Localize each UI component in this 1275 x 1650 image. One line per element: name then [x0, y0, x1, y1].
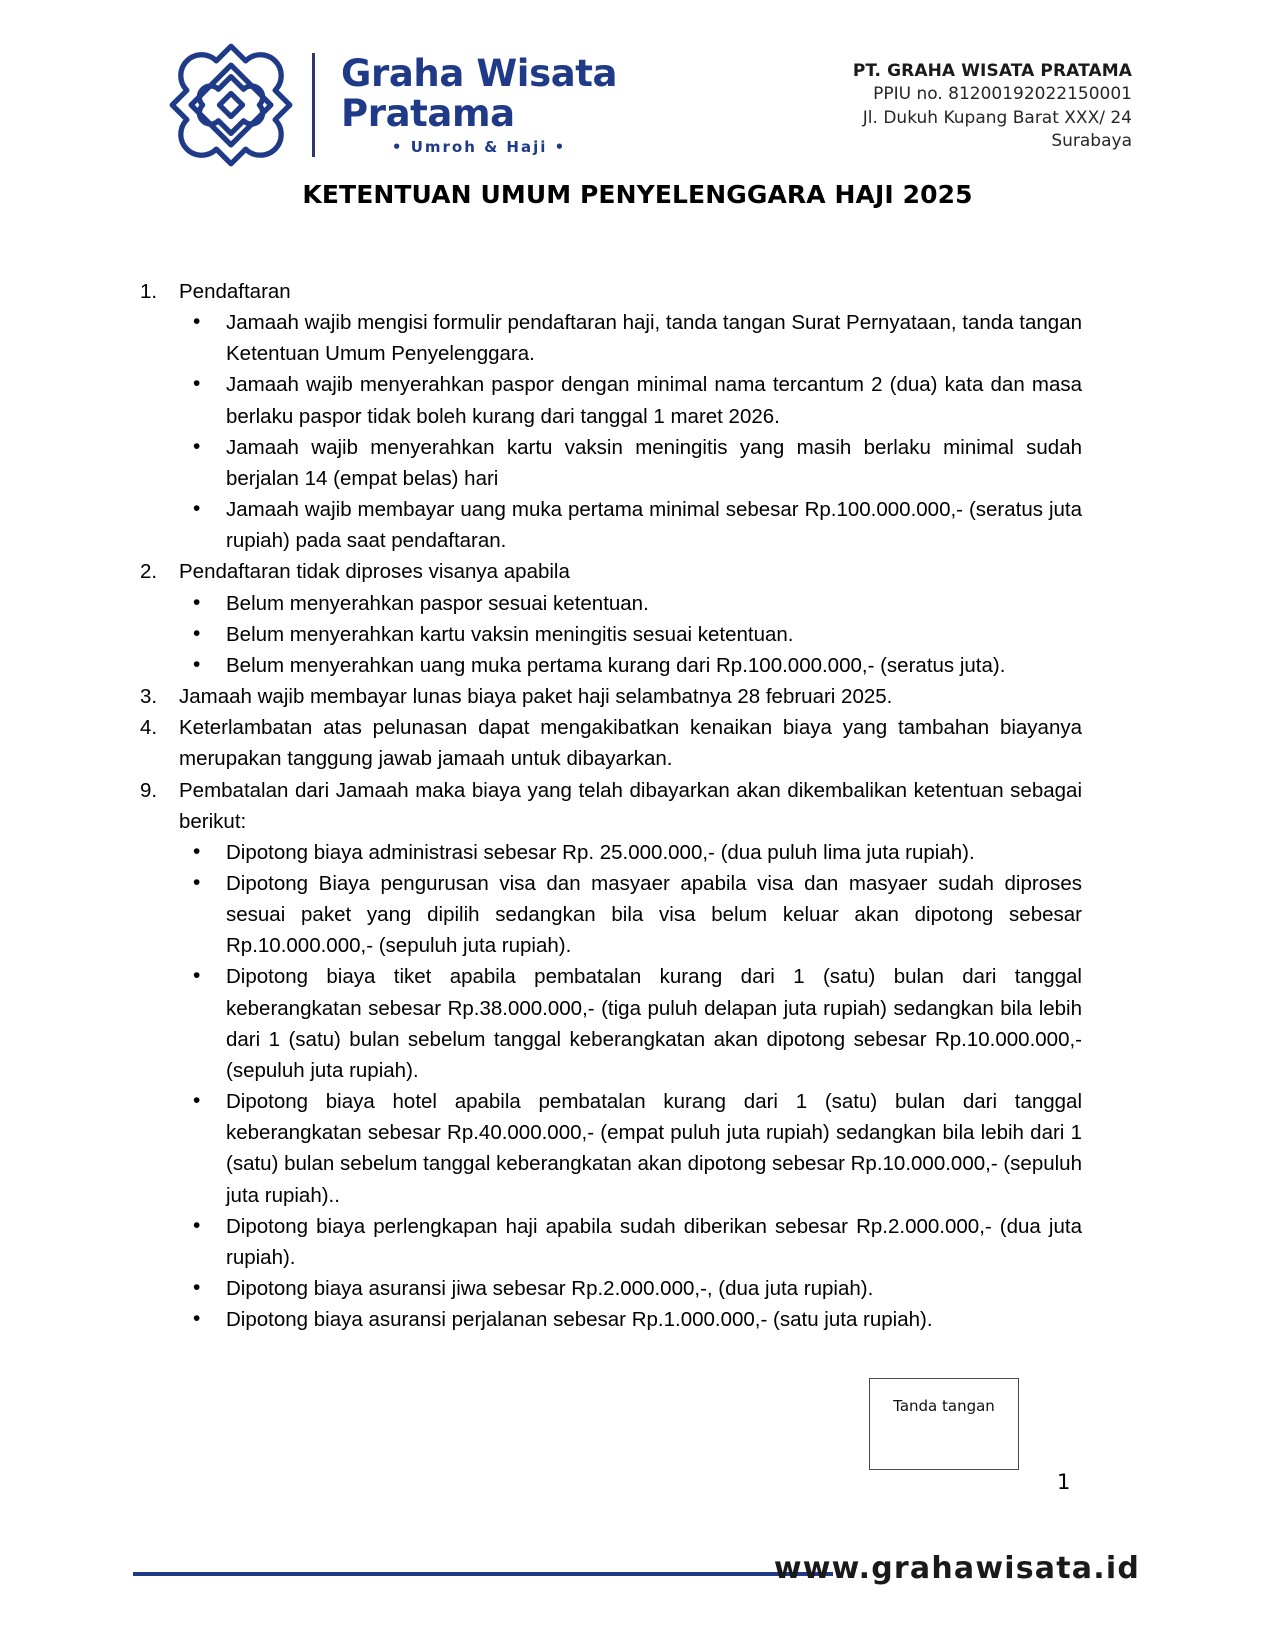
- term-item: [137, 556, 1082, 681]
- term-bullet: [187, 619, 1082, 650]
- term-heading: Pendaftaran tidak diproses visanya apabila: [179, 560, 570, 584]
- term-heading: Keterlambatan atas pelunasan dapat mengakibatkan kenaikan biaya yang tambahan biayanya merupakan tanggung jawab jamaah untuk dibayarkan.: [179, 716, 1082, 771]
- term-bullet-text: Jamaah wajib menyerahkan kartu vaksin meningitis yang masih berlaku minimal sudah berjalan 14 (empat belas) hari: [226, 435, 1082, 490]
- company-address: Jl. Dukuh Kupang Barat XXX/ 24: [862, 107, 1132, 128]
- graha-wisata-ornament-icon: [168, 42, 294, 168]
- bullet-dot-icon: •: [193, 434, 201, 458]
- term-bullet: [187, 868, 1082, 961]
- logo-line-1: Graha Wisata: [341, 52, 618, 95]
- bullet-dot-icon: •: [193, 621, 201, 645]
- terms-list: [137, 276, 1082, 1335]
- company-license: PPIU no. 81200192022150001: [873, 84, 1132, 105]
- term-sublist: [179, 307, 1082, 556]
- bullet-dot-icon: •: [193, 1213, 201, 1237]
- term-bullet: [187, 307, 1082, 369]
- term-heading: Jamaah wajib membayar lunas biaya paket haji selambatnya 28 februari 2025.: [179, 685, 893, 709]
- term-bullet: [187, 1211, 1082, 1273]
- bullet-dot-icon: •: [193, 497, 201, 521]
- term-bullet-text: Jamaah wajib menyerahkan paspor dengan minimal nama tercantum 2 (dua) kata dan masa berlaku paspor tidak boleh kurang dari tanggal 1 maret 2026.: [226, 373, 1082, 428]
- document-body: [137, 276, 1082, 1335]
- term-bullet: [187, 494, 1082, 556]
- term-sublist: [179, 837, 1082, 1336]
- term-bullet: [187, 588, 1082, 619]
- term-bullet-text: Jamaah wajib membayar uang muka pertama minimal sebesar Rp.100.000.000,- (seratus juta rupiah) pada saat pendaftaran.: [226, 498, 1082, 553]
- bullet-dot-icon: •: [193, 870, 201, 894]
- term-bullet-text: Belum menyerahkan uang muka pertama kurang dari Rp.100.000.000,- (seratus juta).: [226, 653, 1006, 677]
- bullet-dot-icon: •: [193, 372, 201, 396]
- page-number: 1: [1057, 1470, 1071, 1494]
- bullet-dot-icon: •: [193, 964, 201, 988]
- bullet-dot-icon: •: [193, 1276, 201, 1299]
- company-city: Surabaya: [1051, 131, 1132, 152]
- term-heading: Pendaftaran: [179, 280, 291, 303]
- term-bullet: [187, 369, 1082, 431]
- logo-tagline: • Umroh & Haji •: [391, 138, 567, 156]
- term-bullet-text: Dipotong biaya perlengkapan haji apabila sudah diberikan sebesar Rp.2.000.000,- (dua juta rupiah).: [226, 1214, 1082, 1269]
- term-number: 4.: [140, 716, 158, 740]
- term-item: [137, 681, 1082, 712]
- term-sublist: [179, 588, 1082, 681]
- signature-box[interactable]: [869, 1378, 1019, 1470]
- bullet-dot-icon: •: [193, 652, 201, 676]
- term-bullet-text: Dipotong biaya tiket apabila pembatalan kurang dari 1 (satu) bulan dari tanggal keberangkatan sebesar Rp.38.000.000,- (tiga puluh delapan juta rupiah) sedangkan bila lebih dari 1 (satu) bulan sebelum tanggal keberangkatan akan dipotong sebesar Rp.10.000.000,- (sepuluh juta rupiah).: [226, 965, 1082, 1082]
- page-title: KETENTUAN UMUM PENYELENGGARA HAJI 2025: [302, 180, 973, 209]
- bullet-dot-icon: •: [193, 1089, 201, 1113]
- bullet-dot-icon: •: [193, 1307, 201, 1331]
- term-number: 9.: [140, 778, 158, 802]
- signature-label: Tanda tangan: [893, 1397, 995, 1415]
- term-bullet: [187, 1273, 1082, 1304]
- term-bullet: [187, 1304, 1082, 1335]
- term-bullet-text: Jamaah wajib mengisi formulir pendaftaran haji, tanda tangan Surat Pernyataan, tanda tangan Ketentuan Umum Penyelenggara.: [226, 311, 1082, 366]
- term-number: 1.: [140, 280, 158, 303]
- bullet-dot-icon: •: [193, 839, 201, 863]
- logo-line-2: Pratama: [341, 92, 515, 135]
- term-bullet: [187, 650, 1082, 681]
- term-bullet-text: Belum menyerahkan kartu vaksin meningitis sesuai ketentuan.: [226, 622, 794, 646]
- company-name: PT. GRAHA WISATA PRATAMA: [852, 61, 1132, 81]
- term-number: 3.: [140, 685, 158, 709]
- company-logo: [168, 42, 617, 168]
- term-bullet-text: Dipotong Biaya pengurusan visa dan masyaer apabila visa dan masyaer sudah diproses sesuai paket yang dipilih sedangkan bila visa belum keluar akan dipotong sebesar Rp.10.000.000,- (sepuluh juta rupiah).: [226, 871, 1082, 958]
- document-header: [0, 34, 1275, 174]
- term-heading: Pembatalan dari Jamaah maka biaya yang telah dibayarkan akan dikembalikan ketentuan sebagai berikut:: [179, 778, 1082, 833]
- logo-wordmark: [341, 52, 618, 156]
- term-bullet-text: Dipotong biaya administrasi sebesar Rp. 25.000.000,- (dua puluh lima juta rupiah).: [226, 840, 975, 864]
- term-bullet-text: Dipotong biaya hotel apabila pembatalan kurang dari 1 (satu) bulan dari tanggal keberangkatan sebesar Rp.40.000.000,- (empat puluh juta rupiah) sedangkan bila lebih dari 1 (satu) bulan sebelum tanggal keberangkatan akan dipotong sebesar Rp.10.000.000,- (sepuluh juta rupiah)..: [226, 1090, 1082, 1207]
- term-number: 2.: [140, 560, 158, 584]
- logo-divider: [312, 53, 315, 157]
- term-item: [137, 775, 1082, 1336]
- term-bullet-text: Dipotong biaya asuransi perjalanan sebesar Rp.1.000.000,- (satu juta rupiah).: [226, 1308, 933, 1332]
- term-bullet-text: Belum menyerahkan paspor sesuai ketentuan.: [226, 591, 649, 615]
- term-bullet-text: Dipotong biaya asuransi jiwa sebesar Rp.2.000.000,-, (dua juta rupiah).: [226, 1277, 874, 1300]
- footer-divider: [133, 1572, 833, 1576]
- term-item: [137, 276, 1082, 556]
- term-bullet: [187, 837, 1082, 868]
- bullet-dot-icon: •: [193, 310, 201, 334]
- bullet-dot-icon: •: [193, 590, 201, 614]
- footer-website: www.grahawisata.id: [773, 1551, 1140, 1586]
- term-bullet: [187, 1086, 1082, 1211]
- term-bullet: [187, 961, 1082, 1086]
- term-item: [137, 712, 1082, 774]
- company-info: [853, 60, 1132, 154]
- term-bullet: [187, 432, 1082, 494]
